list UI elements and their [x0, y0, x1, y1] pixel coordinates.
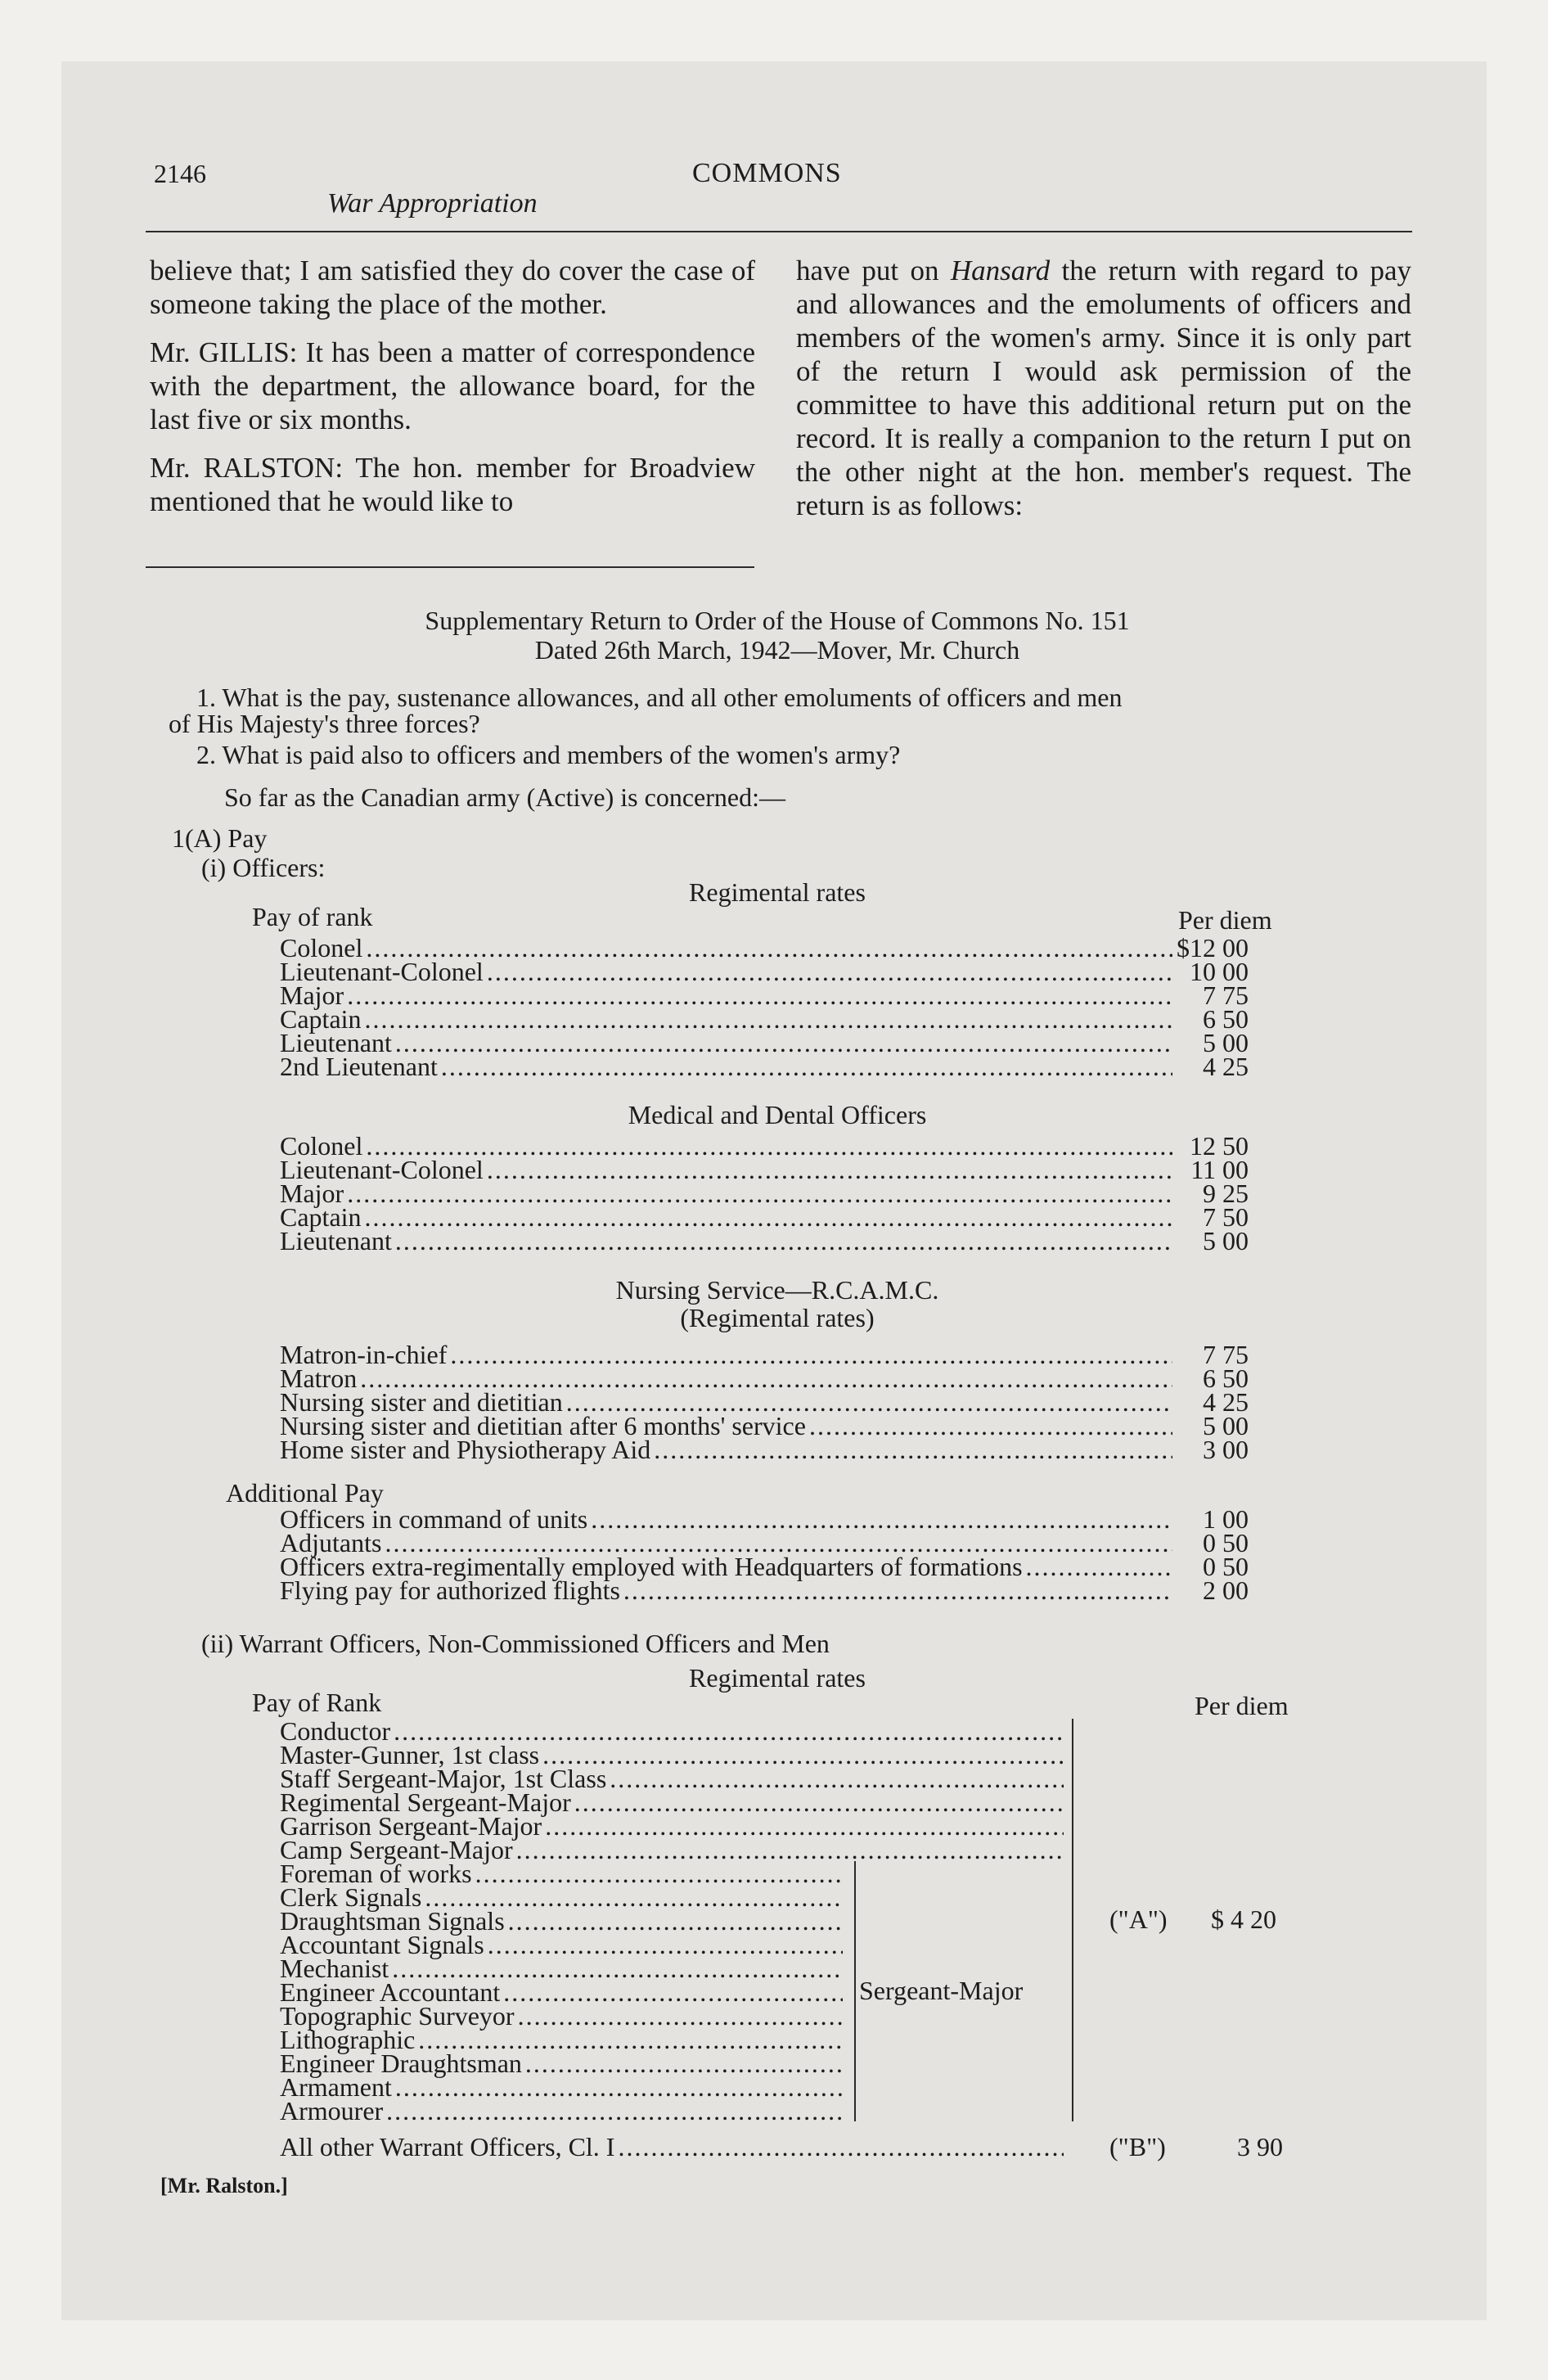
- right-column: [796, 254, 1411, 522]
- rate: 4 25: [1203, 1052, 1249, 1081]
- leader-dots: [618, 2132, 1064, 2162]
- col-pay-of-rank: Pay of rank: [252, 902, 373, 931]
- rank: Draughtsman Signals: [280, 1906, 505, 1936]
- rank: Engineer Draughtsman: [280, 2049, 522, 2078]
- paragraph: [796, 254, 1411, 522]
- question-1: 1. What is the pay, sustenance allowances, and all other emoluments of officers and men: [196, 683, 1123, 712]
- rank: Lieutenant-Colonel: [280, 1155, 484, 1184]
- rank: Nursing sister and dietitian after 6 months' service: [280, 1411, 806, 1440]
- rank: Colonel: [280, 1131, 363, 1161]
- intro: So far as the Canadian army (Active) is concerned:—: [224, 782, 785, 812]
- rate: 3 00: [1203, 1435, 1249, 1464]
- rank: 2nd Lieutenant: [280, 1052, 438, 1081]
- rate: 1 00: [1203, 1504, 1249, 1534]
- class-b-rate: 3 90: [1237, 2132, 1283, 2161]
- rate: 7 75: [1203, 980, 1249, 1010]
- page-number: 2146: [154, 159, 206, 188]
- col-pay-of-rank: Pay of Rank: [252, 1688, 382, 1717]
- regimental-rates: Regimental rates: [689, 1663, 866, 1693]
- italic-text: Hansard: [950, 255, 1051, 286]
- text: have put on: [796, 255, 951, 286]
- additional-heading: Additional Pay: [226, 1478, 384, 1508]
- running-head: COMMONS: [692, 158, 842, 188]
- rate: 5 00: [1203, 1411, 1249, 1440]
- rank: Nursing sister and dietitian: [280, 1387, 563, 1417]
- return-title: Supplementary Return to Order of the House of Commons No. 151: [425, 606, 1130, 635]
- rank: Mechanist: [280, 1954, 389, 1983]
- leader-dots: [654, 1435, 1172, 1465]
- rank: Engineer Accountant: [280, 1977, 501, 2007]
- rate: 5 00: [1203, 1028, 1249, 1057]
- rank: Lieutenant: [280, 1028, 392, 1057]
- question-2: 2. What is paid also to officers and members of the women's army?: [196, 740, 901, 769]
- rank: Captain: [280, 1202, 362, 1232]
- rank: Matron: [280, 1364, 358, 1393]
- regimental-rates: Regimental rates: [689, 877, 866, 907]
- table-row: [280, 1226, 1176, 1256]
- section-a: 1(A) Pay: [172, 823, 268, 853]
- table-row: [280, 1575, 1176, 1606]
- rate: 4 25: [1203, 1387, 1249, 1417]
- rank: Adjutants: [280, 1528, 382, 1557]
- rank: Flying pay for authorized flights: [280, 1575, 620, 1605]
- rank: Officers in command of units: [280, 1504, 588, 1534]
- nursing-heading: Nursing Service—R.C.A.M.C.: [615, 1275, 939, 1305]
- sergeant-major-brace: [848, 1861, 856, 2121]
- leader-dots: [623, 1575, 1172, 1606]
- class-a-label: ("A"): [1109, 1904, 1168, 1934]
- rank: Conductor: [280, 1716, 391, 1746]
- class-a-brace: [1065, 1719, 1073, 2121]
- rate: 7 75: [1203, 1340, 1249, 1369]
- rate: 7 50: [1203, 1202, 1249, 1232]
- class-a-rate: $ 4 20: [1211, 1904, 1276, 1934]
- paragraph: Mr. GILLIS: It has been a matter of correspondence with the department, the allowance board, for the last five or six months.: [150, 336, 755, 435]
- rank: Accountant Signals: [280, 1930, 484, 1959]
- col-per-diem: Per diem: [1178, 905, 1272, 935]
- rank: Lieutenant: [280, 1226, 392, 1255]
- leader-dots: [395, 1226, 1172, 1256]
- table-row: [280, 1435, 1176, 1465]
- rate: $12 00: [1177, 933, 1249, 962]
- rank: Lithographic: [280, 2025, 416, 2054]
- rank: Clerk Signals: [280, 1882, 422, 1912]
- footer-speaker: [Mr. Ralston.]: [160, 2174, 288, 2197]
- sub-ii: (ii) Warrant Officers, Non-Commissioned Officers and Men: [201, 1629, 830, 1658]
- column-end-rule: [146, 566, 754, 568]
- rank: All other Warrant Officers, Cl. I: [280, 2132, 615, 2161]
- rank: Master-Gunner, 1st class: [280, 1740, 540, 1769]
- rate: 11 00: [1190, 1155, 1249, 1184]
- rate: 9 25: [1203, 1179, 1249, 1208]
- rank: Armourer: [280, 2096, 384, 2125]
- table-row: [280, 2132, 1067, 2162]
- rate: 0 50: [1203, 1528, 1249, 1557]
- rate: 2 00: [1203, 1575, 1249, 1605]
- rate: 5 00: [1203, 1226, 1249, 1255]
- rank: Regimental Sergeant-Major: [280, 1787, 571, 1817]
- rank: Home sister and Physiotherapy Aid: [280, 1435, 651, 1464]
- rank: Camp Sergeant-Major: [280, 1835, 513, 1864]
- table-row: [280, 1052, 1176, 1082]
- rate: 12 50: [1190, 1131, 1249, 1161]
- rank: Garrison Sergeant-Major: [280, 1811, 542, 1841]
- sergeant-major-label: Sergeant-Major: [859, 1976, 1024, 2005]
- header-rule: [146, 231, 1412, 232]
- left-column: [150, 254, 755, 518]
- sub-i: (i) Officers:: [201, 853, 326, 882]
- nursing-subheading: (Regimental rates): [680, 1303, 875, 1332]
- rank: Colonel: [280, 933, 363, 962]
- paragraph: believe that; I am satisfied they do cover the case of someone taking the place of the mother.: [150, 255, 755, 320]
- rank: Major: [280, 1179, 344, 1208]
- table-row: [280, 2096, 846, 2126]
- return-dated: Dated 26th March, 1942—Mover, Mr. Church: [534, 635, 1020, 665]
- rank: Officers extra-regimentally employed with Headquarters of formations: [280, 1552, 1023, 1581]
- rank: Lieutenant-Colonel: [280, 957, 484, 986]
- rank: Staff Sergeant-Major, 1st Class: [280, 1764, 607, 1793]
- rank: Foreman of works: [280, 1859, 472, 1888]
- rank: Major: [280, 980, 344, 1010]
- rate: 10 00: [1190, 957, 1249, 986]
- paragraph: Mr. RALSTON: The hon. member for Broadview mentioned that he would like to: [150, 452, 755, 517]
- rank: Captain: [280, 1004, 362, 1034]
- rate: 6 50: [1203, 1364, 1249, 1393]
- rate: 0 50: [1203, 1552, 1249, 1581]
- rank: Topographic Surveyor: [280, 2001, 515, 2031]
- text: the return with regard to pay and allowances and the emoluments of officers and members of the women's army. Since it is only part of the return I would ask permission of the committee to have this additional return put on the record. It is really a companion to the return I put on the other night at the hon. member's request. The return is as follows:: [796, 255, 1411, 521]
- rank: Matron-in-chief: [280, 1340, 448, 1369]
- col-per-diem: Per diem: [1195, 1691, 1289, 1720]
- medical-heading: Medical and Dental Officers: [628, 1100, 927, 1129]
- running-subhead: War Appropriation: [327, 188, 538, 219]
- rate: 6 50: [1203, 1004, 1249, 1034]
- leader-dots: [386, 2096, 843, 2126]
- leader-dots: [441, 1052, 1172, 1082]
- rank: Armament: [280, 2072, 392, 2102]
- question-1-cont: of His Majesty's three forces?: [169, 709, 480, 738]
- class-b-label: ("B"): [1109, 2132, 1166, 2161]
